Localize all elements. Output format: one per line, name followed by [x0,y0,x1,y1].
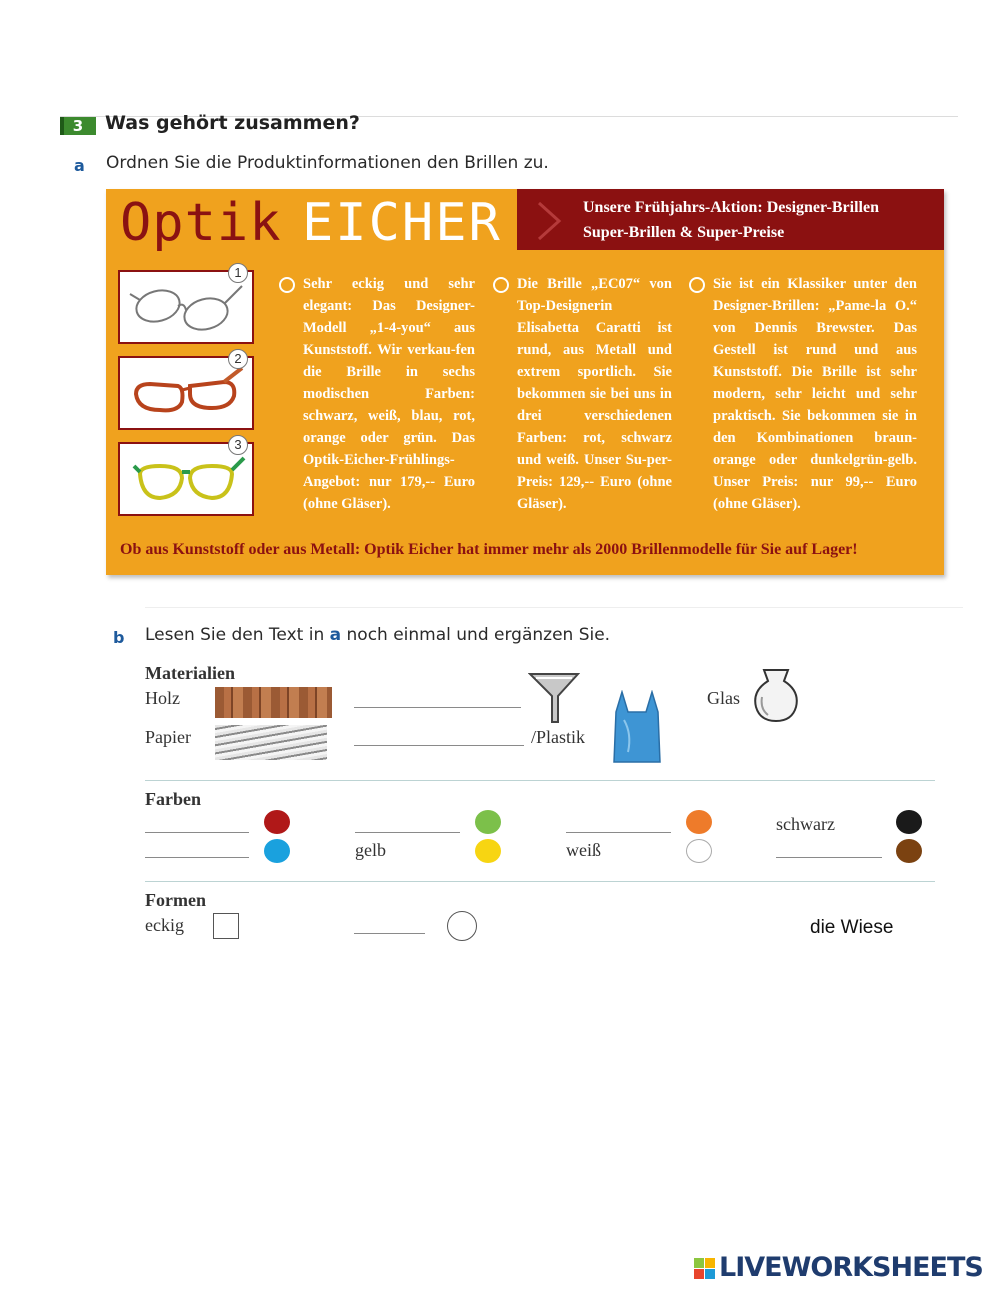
color-blank-orange[interactable] [566,832,671,833]
exercise-title: Was gehört zusammen? [105,112,360,134]
material-plastik-label: /Plastik [531,727,586,747]
brown-dot [896,839,922,863]
colors-heading: Farben [145,789,201,809]
promo-banner [517,189,944,250]
shape-blank-round[interactable] [354,933,425,934]
square-shape-icon [213,913,239,939]
red-dot [264,810,290,834]
rectangular-red-glasses-icon [120,358,252,428]
materials-heading: Materialien [145,663,235,683]
color-blank-brown[interactable] [776,857,882,858]
part-b-letter: b [113,628,125,647]
part-b-instruction-ref: a [329,625,342,645]
optik-eicher-ad [106,189,944,575]
shape-eckig-label: eckig [145,915,184,935]
product-info-2: Die Brille „EC07“ von Top-Designerin Elisabetta Caratti ist rund, aus Metall und extrem sportlich. Sie bekommen sie bei uns in drei verschiedenen Farben: rot, schwarz und weiß. Unser Su-per-Preis: 129,-- Euro (ohne Gläser). [517,276,672,512]
orange-dot [686,810,712,834]
divider-materials [145,780,935,781]
color-blank-green[interactable] [355,832,460,833]
material-blank-2[interactable] [354,745,524,746]
chevron-right-icon [535,201,565,241]
plastic-bag-icon [612,690,662,766]
material-blank-1[interactable] [354,707,521,708]
part-a-letter: a [74,156,85,175]
funnel-icon [528,670,580,724]
logo-eicher: EICHER [302,193,502,253]
product-info-3: Sie ist ein Klassiker unter den Designer-Brillen: „Pame-la O.“ von Dennis Brewster. Das Gestell ist rund und aus Kunststoff. Die Brille ist sehr modern, sehr leicht und sehr praktisch. Sie bekommen sie in den Kombinationen braun-orange oder dunkelgrün-gelb. Unser Preis: nur 99,-- Euro (ohne Gläser). [713,276,917,512]
divider-b [145,607,963,608]
photo-number-1: 1 [228,263,248,283]
logo-optik: Optik [120,193,282,253]
part-b-instruction [145,625,610,645]
material-glas-label: Glas [707,688,740,708]
material-papier-label: Papier [145,727,191,747]
exercise-number-badge: 3 [60,117,96,135]
yellow-dot [475,839,501,863]
photo-number-3: 3 [228,435,248,455]
color-schwarz-label: schwarz [776,814,835,834]
divider-colors [145,881,935,882]
glass-vase-icon [750,667,802,723]
shapes-heading: Formen [145,890,206,910]
liveworksheets-wordmark: LIVEWORKSHEETS [719,1252,983,1283]
promo-line-2: Super-Brillen & Super-Preise [583,224,785,241]
ad-bottom-line: Ob aus Kunststoff oder aus Metall: Optik Eicher hat immer mehr als 2000 Brillenmodelle für Sie auf Lager! [120,541,858,558]
blue-dot [264,839,290,863]
newspaper-image [215,725,327,760]
match-radio-1[interactable] [279,277,295,293]
answer-text[interactable]: die Wiese [810,917,894,938]
color-gelb-label: gelb [355,840,386,860]
color-blank-red[interactable] [145,832,249,833]
wood-image [215,687,332,718]
part-b-instruction-after: noch einmal und ergänzen Sie. [346,625,611,645]
product-info-1: Sehr eckig und sehr elegant: Das Designer-Modell „1-4-you“ aus Kunststoff. Wir verkau-fen die Brille in sechs modischen Farben: schwarz, weiß, blau, rot, orange oder grün. Das Optik-Eicher-Frühlings-Angebot: nur 179,-- Euro (ohne Gläser). [303,276,475,512]
white-dot [686,839,712,863]
circle-shape-icon [447,911,477,941]
match-radio-3[interactable] [689,277,705,293]
black-dot [896,810,922,834]
color-blank-blue[interactable] [145,857,249,858]
liveworksheets-logo-icon [694,1258,716,1280]
match-radio-2[interactable] [493,277,509,293]
material-holz-label: Holz [145,688,180,708]
color-weiss-label: weiß [566,840,601,860]
green-dot [475,810,501,834]
yellow-green-glasses-icon [120,444,252,514]
promo-line-1: Unsere Frühjahrs-Aktion: Designer-Brillen [583,199,879,216]
photo-number-2: 2 [228,349,248,369]
part-a-instruction: Ordnen Sie die Produktinformationen den Brillen zu. [106,153,549,173]
round-metal-glasses-icon [120,272,252,342]
part-b-instruction-before: Lesen Sie den Text in [145,625,325,645]
